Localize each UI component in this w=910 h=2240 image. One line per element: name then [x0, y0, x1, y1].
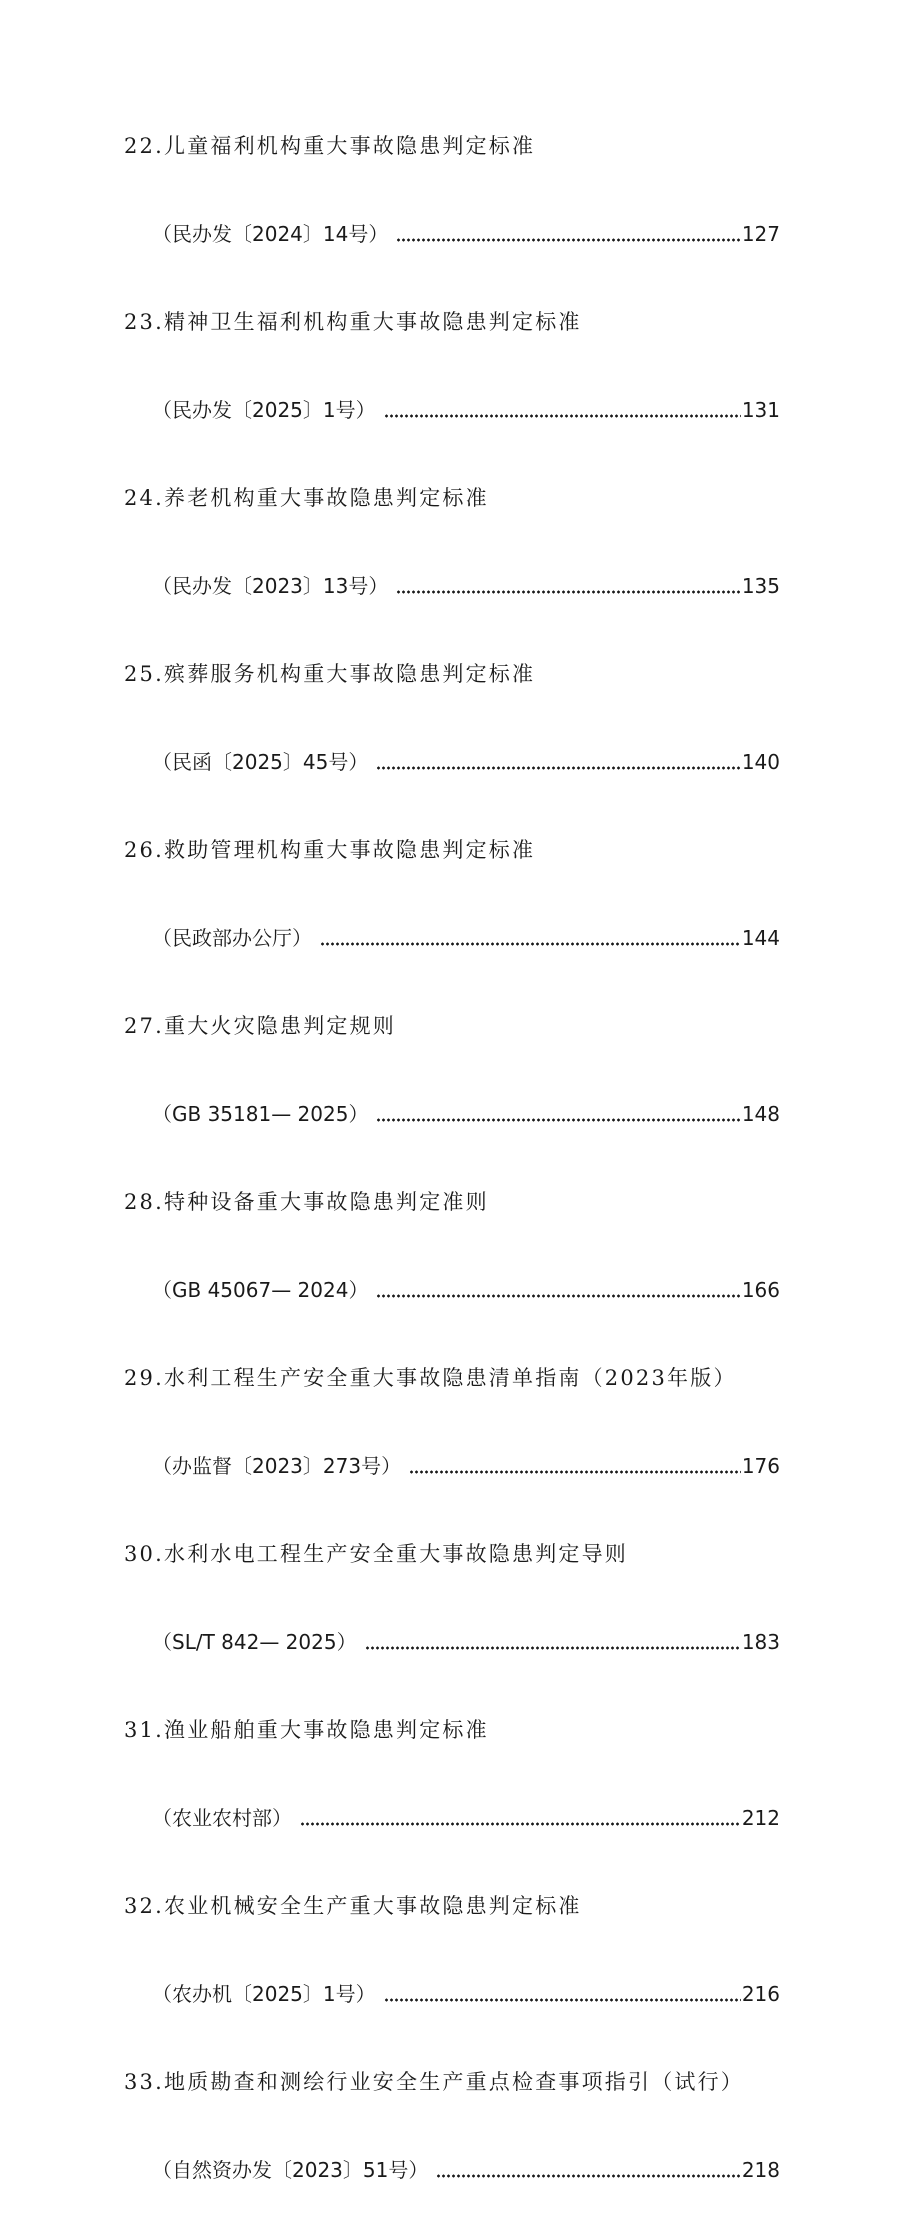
toc-entry-page-number: 135: [741, 574, 780, 598]
toc-entry-title: 23.精神卫生福利机构重大事故隐患判定标准: [124, 310, 582, 334]
toc-entry-source-line: [0, 568, 780, 604]
toc-entry-source-line: [0, 392, 780, 428]
table-of-contents: [0, 128, 910, 2240]
toc-entry-source: （SL/T 842— 2025）: [152, 1630, 357, 1654]
toc-entry-source-line: [0, 920, 780, 956]
toc-entry-source-line: [0, 2152, 780, 2188]
toc-entry-source-line: [0, 1448, 780, 1484]
dot-leader: [300, 1822, 741, 1826]
dot-leader: [396, 590, 740, 594]
toc-entry-source-line: [0, 1096, 780, 1132]
toc-entry: [0, 2064, 910, 2188]
toc-entry-page-number: 148: [741, 1102, 780, 1126]
toc-entry-source-line: [0, 1976, 780, 2012]
toc-entry-title: 33.地质勘查和测绘行业安全生产重点检查事项指引（试行）: [124, 2070, 744, 2094]
toc-entry-source-line: [0, 744, 780, 780]
toc-entry-title: 25.殡葬服务机构重大事故隐患判定标准: [124, 662, 536, 686]
toc-entry-source: （农办机〔2025〕1号）: [152, 1982, 376, 2006]
toc-entry-source: （民政部办公厅）: [152, 926, 312, 950]
toc-entry-page-number: 166: [741, 1278, 780, 1302]
toc-entry-page-number: 144: [741, 926, 780, 950]
toc-entry-page-number: 212: [741, 1806, 780, 1830]
dot-leader: [396, 238, 740, 242]
dot-leader: [365, 1646, 741, 1650]
toc-entry-source-line: [0, 216, 780, 252]
toc-entry-title: 29.水利工程生产安全重大事故隐患清单指南（2023年版）: [124, 1366, 737, 1390]
toc-entry-title: 22.儿童福利机构重大事故隐患判定标准: [124, 134, 536, 158]
toc-entry: [0, 480, 910, 604]
dot-leader: [436, 2174, 740, 2178]
toc-entry: [0, 1888, 910, 2012]
toc-entry: [0, 128, 910, 252]
toc-entry-page-number: 140: [741, 750, 780, 774]
toc-entry-source: （GB 35181— 2025）: [152, 1102, 369, 1126]
toc-entry-page-number: 216: [741, 1982, 780, 2006]
toc-entry: [0, 1360, 910, 1484]
toc-entry: [0, 1536, 910, 1660]
toc-entry-title: 24.养老机构重大事故隐患判定标准: [124, 486, 489, 510]
toc-entry: [0, 1712, 910, 1836]
toc-entry: [0, 1008, 910, 1132]
toc-entry-source: （民办发〔2025〕1号）: [152, 398, 376, 422]
toc-entry-page-number: 176: [741, 1454, 780, 1478]
toc-entry-source-line: [0, 1800, 780, 1836]
toc-entry: [0, 304, 910, 428]
toc-entry-title: 32.农业机械安全生产重大事故隐患判定标准: [124, 1894, 582, 1918]
toc-entry-source: （民办发〔2024〕14号）: [152, 222, 389, 246]
toc-entry-page-number: 131: [741, 398, 780, 422]
toc-entry-page-number: 127: [741, 222, 780, 246]
toc-entry-source: （民办发〔2023〕13号）: [152, 574, 389, 598]
toc-entry: [0, 1184, 910, 1308]
toc-entry-source-line: [0, 1624, 780, 1660]
toc-entry-source-line: [0, 1272, 780, 1308]
toc-entry-title: 28.特种设备重大事故隐患判定准则: [124, 1190, 489, 1214]
toc-entry-page-number: 183: [741, 1630, 780, 1654]
toc-entry-title: 31.渔业船舶重大事故隐患判定标准: [124, 1718, 489, 1742]
toc-entry: [0, 656, 910, 780]
toc-entry-source: （农业农村部）: [152, 1806, 292, 1830]
dot-leader: [409, 1470, 741, 1474]
toc-entry-source: （民函〔2025〕45号）: [152, 750, 369, 774]
dot-leader: [384, 414, 741, 418]
toc-entry-title: 27.重大火灾隐患判定规则: [124, 1014, 396, 1038]
toc-entry-source: （GB 45067— 2024）: [152, 1278, 369, 1302]
toc-entry-title: 30.水利水电工程生产安全重大事故隐患判定导则: [124, 1542, 628, 1566]
dot-leader: [376, 1294, 740, 1298]
toc-entry-source: （自然资办发〔2023〕51号）: [152, 2158, 429, 2182]
toc-entry-source: （办监督〔2023〕273号）: [152, 1454, 402, 1478]
toc-entry-page-number: 218: [741, 2158, 780, 2182]
toc-entry: [0, 832, 910, 956]
dot-leader: [384, 1998, 741, 2002]
toc-entry-title: 26.救助管理机构重大事故隐患判定标准: [124, 838, 536, 862]
dot-leader: [320, 942, 741, 946]
dot-leader: [376, 1118, 740, 1122]
dot-leader: [376, 766, 740, 770]
